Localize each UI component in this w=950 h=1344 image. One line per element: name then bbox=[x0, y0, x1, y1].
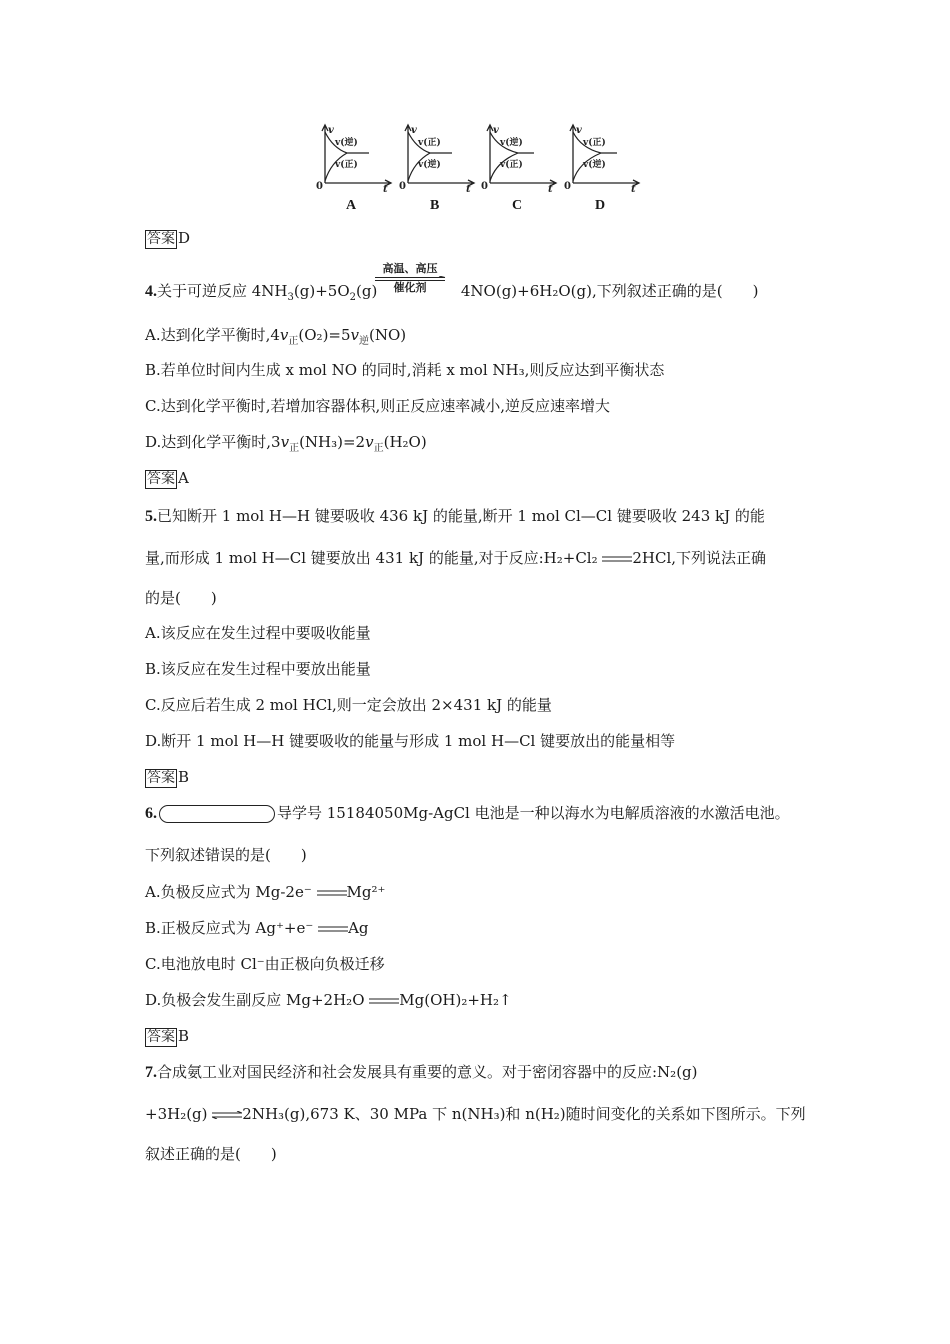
upper-curve-label: v(逆) bbox=[500, 138, 523, 148]
origin-label: 0 bbox=[316, 181, 323, 192]
answer-tag: 答案 bbox=[147, 1029, 175, 1045]
option-c: C.反应后若生成 2 mol HCl,则一定会放出 2×431 kJ 的能量 bbox=[145, 696, 552, 714]
graph-label-c: C bbox=[512, 198, 523, 213]
origin-label: 0 bbox=[399, 181, 406, 192]
question-7-line-2: +3H₂(g) 2NH₃(g),673 K、30 MPa 下 n(NH₃)和 n(H₂)随时间变化的关系如下图所示。下列 bbox=[145, 1105, 806, 1123]
equals-arrow-icon bbox=[318, 925, 348, 933]
option-c: C.达到化学平衡时,若增加容器体积,则正反应速率减小,逆反应速率增大 bbox=[145, 397, 611, 415]
graph-label-b: B bbox=[430, 198, 440, 213]
upper-curve-label: v(正) bbox=[583, 138, 606, 148]
graph-label-d: D bbox=[595, 198, 606, 213]
equals-arrow-icon bbox=[317, 889, 347, 897]
option-c: C.电池放电时 Cl⁻由正极向负极迁移 bbox=[145, 955, 385, 973]
v-axis-label: v bbox=[411, 125, 417, 136]
question-number: 7. bbox=[145, 1064, 157, 1081]
origin-label: 0 bbox=[481, 181, 488, 192]
t-axis-label: t bbox=[548, 184, 553, 195]
origin-label: 0 bbox=[564, 181, 571, 192]
option-b: B.若单位时间内生成 x mol NO 的同时,消耗 x mol NH₃,则反应达到平衡状态 bbox=[145, 361, 665, 379]
question-6 bbox=[145, 803, 790, 824]
upper-curve-label: v(正) bbox=[418, 138, 441, 148]
option-a: A.达到化学平衡时$,4v_正(O_2)=5v_逆(NO)$ bbox=[145, 326, 407, 347]
question-5-line-3: 的是( ) bbox=[145, 589, 217, 607]
lower-curve-label: v(逆) bbox=[418, 160, 441, 170]
question-number: 6. bbox=[145, 805, 157, 822]
equals-arrow-icon bbox=[369, 997, 399, 1005]
question-7-line-3: 叙述正确的是( ) bbox=[145, 1145, 277, 1163]
v-axis-label: v bbox=[493, 125, 499, 136]
option-a: A.负极反应式为 Mg-2e⁻ Mg²⁺ bbox=[145, 883, 386, 901]
answer-tag: 答案 bbox=[147, 770, 175, 786]
condition-bottom: 催化剂 bbox=[393, 281, 427, 294]
lower-curve-label: v(正) bbox=[335, 160, 358, 170]
answer-q4 bbox=[145, 468, 189, 489]
question-text: 已知断开 1 mol H—H 键要吸收 436 kJ 的能量,断开 1 mol Cl—Cl 键要吸收 243 kJ 的能 bbox=[157, 507, 765, 525]
reversible-arrow-icon bbox=[212, 1111, 242, 1119]
question-text: 导学号 15184050Mg-AgCl 电池是一种以海水为电解质溶液的水激活电池。 bbox=[277, 804, 790, 822]
t-axis-label: t bbox=[466, 184, 471, 195]
question-number: 5. bbox=[145, 508, 157, 525]
equals-arrow-icon bbox=[602, 555, 632, 563]
option-d: D.负极会发生副反应 Mg+2H₂O Mg(OH)₂+H₂↑ bbox=[145, 991, 512, 1009]
t-axis-label: t bbox=[631, 184, 636, 195]
option-b: B.正极反应式为 Ag⁺+e⁻ Ag bbox=[145, 919, 369, 937]
question-text: 合成氨工业对国民经济和社会发展具有重要的意义。对于密闭容器中的反应:N₂(g) bbox=[157, 1063, 698, 1081]
question-text: 关于可逆反应 $4NH_3(g)+5O_2(g)$ bbox=[157, 282, 378, 303]
question-6-line-2: 下列叙述错误的是( ) bbox=[145, 846, 307, 864]
lower-curve-label: v(逆) bbox=[583, 160, 606, 170]
question-number: 4. bbox=[145, 283, 157, 300]
upper-curve-label: v(逆) bbox=[335, 138, 358, 148]
option-a: A.该反应在发生过程中要吸收能量 bbox=[145, 624, 371, 642]
option-d: D.断开 1 mol H—H 键要吸收的能量与形成 1 mol H—Cl 键要放出的能量相等 bbox=[145, 732, 676, 750]
answer-q3 bbox=[145, 228, 190, 249]
answer-value: B bbox=[178, 1027, 190, 1045]
answer-value: D bbox=[178, 229, 191, 247]
lower-curve-label: v(正) bbox=[500, 160, 523, 170]
condition-top: 高温、高压 bbox=[382, 262, 438, 275]
question-text-rest: 4NO(g)+6H₂O(g),下列叙述正确的是( ) bbox=[460, 282, 759, 300]
answer-q6 bbox=[145, 1026, 189, 1047]
answer-q5 bbox=[145, 767, 189, 788]
v-axis-label: v bbox=[576, 125, 582, 136]
question-7 bbox=[145, 1062, 698, 1083]
question-5 bbox=[145, 506, 765, 527]
answer-tag: 答案 bbox=[147, 471, 175, 487]
v-axis-label: v bbox=[328, 125, 334, 136]
answer-value: B bbox=[178, 768, 190, 786]
answer-value: A bbox=[178, 469, 189, 487]
question-5-line-2: 量,而形成 1 mol H—Cl 键要放出 431 kJ 的能量,对于反应:H₂+Cl₂ 2HCl,下列说法正确 bbox=[145, 549, 767, 567]
guide-badge-icon[interactable] bbox=[159, 805, 275, 823]
graph-label-a: A bbox=[346, 198, 357, 213]
answer-tag: 答案 bbox=[147, 231, 175, 247]
question-4 bbox=[145, 281, 758, 308]
option-b: B.该反应在发生过程中要放出能量 bbox=[145, 660, 371, 678]
option-d: D.达到化学平衡时$,3v_正(NH_3)=2v_正(H_2O)$ bbox=[145, 433, 427, 454]
t-axis-label: t bbox=[383, 184, 388, 195]
